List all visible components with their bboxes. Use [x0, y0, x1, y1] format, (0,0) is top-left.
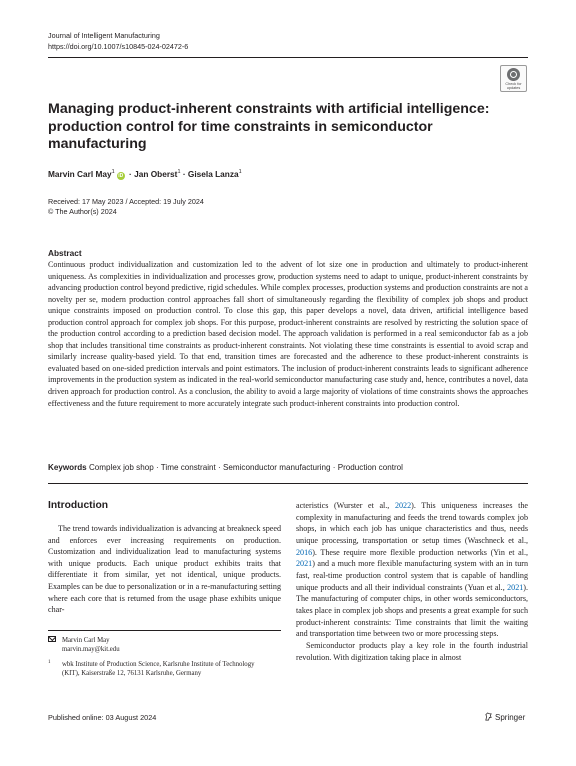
body-text-segment: acteristics (Wurster et al., [296, 501, 395, 510]
footnote-divider [48, 630, 281, 631]
affiliation-number: 1 [48, 660, 51, 665]
publisher-logo [484, 712, 525, 722]
contact-name: Marvin Carl May [62, 637, 110, 644]
received-accepted: Received: 17 May 2023 / Accepted: 19 July 2024 [48, 197, 204, 206]
keywords-label: Keywords [48, 463, 87, 472]
header-divider [48, 57, 528, 58]
body-text-segment: ). This uniqueness increases the complexity in manufacturing and feeds the trend towards complex job shops, in which each job has unique characteristics and thus, needs unique processing, transportation or setup times (Waschneck et al., [296, 501, 529, 545]
citation-link[interactable]: 2022 [394, 501, 412, 510]
author-name[interactable]: Jan Oberst [134, 169, 178, 179]
springer-horse-icon [484, 712, 493, 721]
introduction-right-column [296, 500, 528, 663]
publisher-name: Springer [495, 713, 526, 722]
update-icon [507, 68, 520, 81]
section-divider [48, 483, 528, 484]
introduction-left-column [48, 523, 281, 616]
citation-link[interactable]: 2021 [296, 559, 313, 569]
journal-name: Journal of Intelligent Manufacturing [48, 31, 160, 40]
contact-email[interactable]: marvin.may@kit.edu [62, 646, 120, 654]
author-affiliation-mark: 1 [238, 169, 242, 175]
author-name[interactable]: Marvin Carl May [48, 169, 112, 179]
article-dates [48, 197, 204, 217]
citation-link[interactable]: 2016 [296, 547, 313, 557]
keywords-text: Complex job shop · Time constraint · Semiconductor manufacturing · Production control [88, 463, 403, 472]
author-separator: · [182, 169, 186, 179]
author-affiliation-mark: 1 [177, 169, 181, 175]
author-name[interactable]: Gisela Lanza [187, 169, 239, 179]
orcid-icon[interactable]: iD [118, 173, 124, 179]
check-for-updates-badge[interactable] [500, 65, 527, 92]
body-paragraph: Semiconductor products play a key role in the fourth industrial revolution. With digitization taking place in almost [296, 640, 528, 662]
copyright: © The Author(s) 2024 [48, 206, 117, 216]
body-text-segment: ) and a much more flexible manufacturing system with an in turn fast, real-time production control system that is capable of handling unique products and all their individual constraints (Yuan et al., [296, 559, 528, 592]
affiliation-text: wbk Institute of Production Science, Karlsruhe Institute of Technology (KIT), Kaiserstraße 12, 76131 Karlsruhe, Germany [62, 661, 255, 678]
keywords [48, 463, 403, 472]
doi-link[interactable]: https://doi.org/10.1007/s10845-024-02472-6 [48, 41, 189, 51]
corresponding-author [48, 636, 120, 654]
author-affiliation-mark: 1 [111, 169, 115, 175]
journal-header [48, 31, 188, 52]
title-line: production control for time constraints in semiconductor [48, 118, 433, 135]
body-text-segment: ). The manufacturing of computer chips, in other words semiconductors, takes place in complex job shops and presents a great example for such product-inherent constraints: Time constraints that limit the waiting and transportation time between two or more processing steps. [296, 582, 528, 639]
body-paragraph [296, 500, 528, 640]
author-separator: · [129, 169, 132, 179]
badge-label: Check for updates [505, 82, 522, 90]
body-paragraph: The trend towards individualization is advancing at breakneck speed and enforces ever increasing requirements on production. Customization and individualization lead to manufacturing systems with unique products. Each unique product exhibits traits that differentiate it from similar, yet not identical, unique products. Examples can be due to personalization or in a re-manufacturing setting where each core that is returned from the usage phase exhibits unique char- [48, 524, 281, 615]
introduction-heading: Introduction [48, 500, 109, 511]
abstract-heading: Abstract [48, 248, 82, 258]
title-line: manufacturing [48, 136, 147, 152]
abstract-text: Continuous product individualization and customization led to the advent of lot size one in production and ultimately to product-inherent uniqueness. As complexities in individualization and processes grow, production systems need to adapt to unique, product-inherent constraints by advancing production control beyond predictive, rigid schedules. While complex processes, production systems and production constraints are not a novelty per se, modern production control approaches fall short of simultaneously regarding the flexibility of complex job shops and product unique constraints imposed on production control. To close this gap, this paper develops a novel, data driven, artificial intelligence based production control approach for complex job shops. For this purpose, product-inherent constraints are resolved by restricting the solution space of the production control according to a prediction based decision model. The approach validation is performed in a real semiconductor fab as a job shop that includes transitional time constraints as product-inherent constraints. Not violating these time constraints is essential to avoid scrap and similarly increase quality-based yield. To that end, transition times are forecasted and the adherence to these product-inherent constraints is evaluated based on one-sided prediction intervals and point estimators. The inclusion of product-inherent constraints leads to significant adherence improvements in the production system as indicated in the real-world semiconductor manufacturing case study and, hence, contributes a novel, data driven approach for production control. As a conclusion, the ability to avoid a large majority of violations of time constraints shows the approaches effectiveness and the future requirement to more accurately integrate such product-inherent constraints into production control. [48, 260, 528, 408]
citation-link[interactable]: 2021 [507, 582, 524, 592]
published-date: Published online: 03 August 2024 [48, 713, 157, 722]
title-line: Managing product-inherent constraints with artificial intelligence: [48, 101, 490, 117]
body-text-segment: ). These require more flexible production networks (Yin et al., [312, 547, 528, 557]
author-list [48, 166, 242, 180]
envelope-icon [48, 636, 56, 642]
paper-title [48, 101, 528, 154]
